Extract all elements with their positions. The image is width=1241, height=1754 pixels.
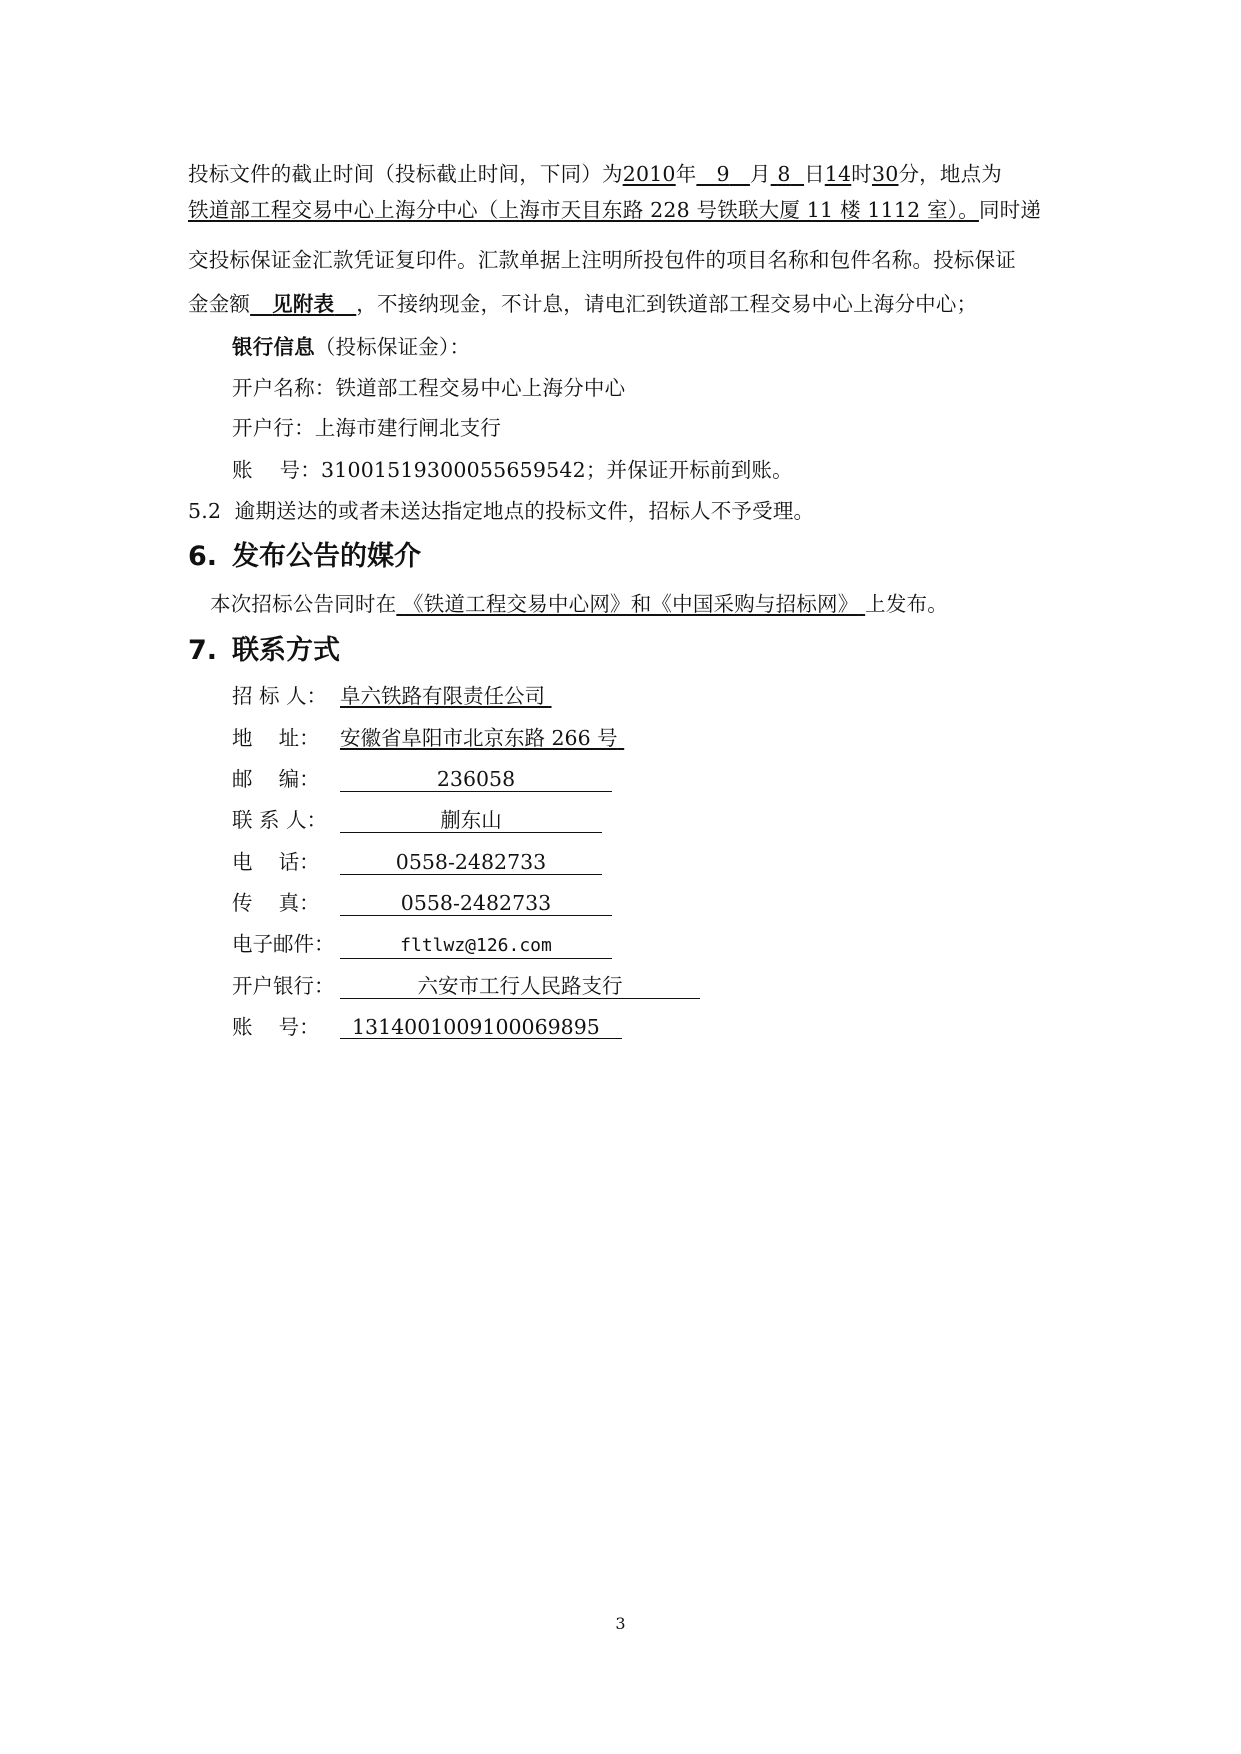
deadline-day xyxy=(771,162,804,186)
contact-label: 电 话： xyxy=(232,850,320,874)
section-7-number: 7. xyxy=(188,635,218,666)
contact-label: 地 址： xyxy=(232,726,320,750)
section-6-media-links xyxy=(396,592,865,616)
contact-value xyxy=(340,684,552,708)
section-7-heading xyxy=(188,634,340,668)
phone-value: 0558-2482733 xyxy=(340,850,602,875)
deadline-line-1 xyxy=(188,160,1058,188)
section-6-heading xyxy=(188,540,421,574)
deadline-intro: 投标文件的截止时间（投标截止时间，下同）为 xyxy=(188,162,623,186)
section-6-number: 6. xyxy=(188,541,218,572)
contact-label: 传 真： xyxy=(232,891,320,915)
deadline-place: 铁道部工程交易中心上海分中心（上海市天目东路 228 号铁联大厦 11 楼 1112 室）。 xyxy=(188,198,979,222)
deadline-month-unit: 月 xyxy=(749,162,771,186)
bank-info-title-rest: （投标保证金）： xyxy=(314,335,471,359)
bank-value: 六安市工行人民路支行 xyxy=(340,974,700,999)
contact-row-postcode xyxy=(232,765,612,793)
contact-value xyxy=(340,726,624,750)
postcode-value: 236058 xyxy=(340,767,612,792)
guarantee-amount xyxy=(250,292,356,316)
contact-label: 邮 编： xyxy=(232,767,320,791)
contact-label: 开户银行： xyxy=(232,974,335,998)
section-6-text xyxy=(210,590,1080,618)
guarantee-amount-value: 见附表 xyxy=(272,292,335,316)
guarantee-amount-label: 金金额 xyxy=(188,292,251,316)
contact-label: 招 标 人： xyxy=(232,684,328,708)
contact-row-email xyxy=(232,930,612,959)
bank-account-name: 开户名称：铁道部工程交易中心上海分中心 xyxy=(232,376,626,400)
contact-row-account xyxy=(232,1013,622,1041)
deadline-line-4 xyxy=(188,290,1058,318)
contact-label: 电子邮件： xyxy=(232,932,335,956)
deadline-month-value: 9 xyxy=(716,162,730,186)
contact-row-address xyxy=(232,724,624,752)
page-number: 3 xyxy=(615,1614,626,1633)
deadline-day-value: 8 xyxy=(777,162,791,186)
contact-row-fax xyxy=(232,889,612,917)
bank-info-title xyxy=(232,333,1102,361)
deadline-day-unit: 日 xyxy=(804,162,825,186)
deadline-year-unit: 年 xyxy=(675,162,697,186)
section-6-title: 发布公告的媒介 xyxy=(232,541,421,572)
contact-label: 联 系 人： xyxy=(232,808,328,832)
contact-row-phone xyxy=(232,848,602,876)
bank-name: 开户行：上海市建行闸北支行 xyxy=(232,416,502,440)
bank-account-number: 账 号：31001519300055659542；并保证开标前到账。 xyxy=(232,458,793,482)
section-6-text-intro: 本次招标公告同时在 xyxy=(210,592,397,616)
section-6-media-names: 《铁道工程交易中心网》和《中国采购与招标网》 xyxy=(403,592,859,616)
contact-row-tenderer xyxy=(232,682,552,710)
deadline-line-3 xyxy=(188,246,1058,274)
section-7-title: 联系方式 xyxy=(232,635,340,666)
fax-value: 0558-2482733 xyxy=(340,891,612,916)
guarantee-amount-note: ，不接纳现金，不计息，请电汇到铁道部工程交易中心上海分中心； xyxy=(356,292,978,316)
deadline-line-2 xyxy=(188,196,1058,224)
deadline-year: 2010 xyxy=(622,162,676,186)
deadline-month xyxy=(696,162,750,186)
deadline-line-3-text: 交投标保证金汇款凭证复印件。汇款单据上注明所投包件的项目名称和包件名称。投标保证 xyxy=(188,248,1016,272)
contact-row-bank xyxy=(232,972,700,1000)
deadline-hour-unit: 时 xyxy=(851,162,872,186)
email-value: fltlwz@126.com xyxy=(340,934,612,959)
account-value: 1314001009100069895 xyxy=(340,1015,622,1039)
deadline-minute: 30 xyxy=(871,162,899,186)
deadline-hour: 14 xyxy=(824,162,852,186)
contact-person-value: 蒯东山 xyxy=(340,808,602,833)
deadline-minute-unit: 分，地点为 xyxy=(898,162,1002,186)
deadline-line-2-tail: 同时递 xyxy=(978,198,1042,222)
tenderer-name: 阜六铁路有限责任公司 xyxy=(340,684,545,708)
contact-label: 账 号： xyxy=(232,1015,320,1039)
bank-info-title-bold: 银行信息 xyxy=(232,335,315,359)
clause-5-2: 5.2 逾期送达的或者未送达指定地点的投标文件，招标人不予受理。 xyxy=(188,499,815,523)
contact-row-contact-person xyxy=(232,806,602,834)
section-6-text-end: 上发布。 xyxy=(865,592,948,616)
address-value: 安徽省阜阳市北京东路 266 号 xyxy=(340,726,618,750)
